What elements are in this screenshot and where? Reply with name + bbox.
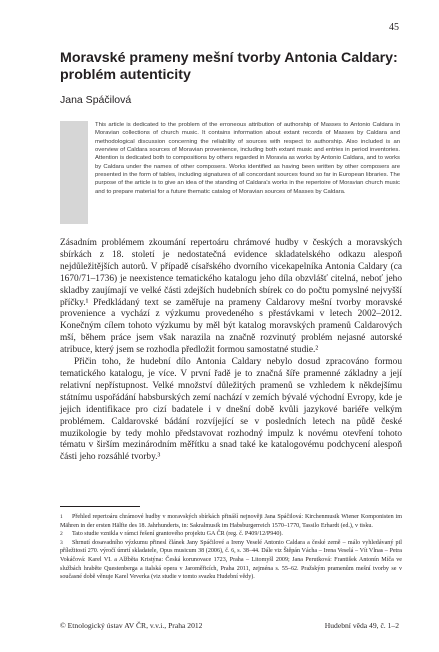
title-line-1: Moravské prameny mešní tvorby Antonia Caldary:	[60, 50, 398, 66]
footnote-divider	[60, 506, 140, 507]
title-line-2: problém autenticity	[60, 66, 191, 83]
abstract-marker-bar	[60, 121, 88, 224]
page-number: 45	[389, 22, 399, 33]
footnote-2	[60, 530, 402, 539]
footnote-text: Shrnutí dosavadního výzkumu přinesl článek Jany Spáčilové a Ireny Veselé Antonio Caldara a české země – málo vyhledávaný pil příležitostí 270. výročí úmrtí skladatele, Opus musicum 38 (2006), č. 6, s. 38–44. Dále viz Štěpán Vácha – Irena Veselá – Vít Vlnas – Petra Vokáčová: Karel VI. a Alžběta Kristýna: Česká korunovace 1723, Praha – Litomyšl 2009; Jana Perutková: František Antonín Míča ve službách hraběte Questenberga a italská opera v Jaroměřicích, Praha 2011, zejména s. 55–62. Pražským pramenům mešní tvorby se v současné době věnuje Karel Veverka (viz studie v tomto svazku Hudební vědy).	[60, 539, 402, 581]
footnote-1	[60, 513, 402, 530]
footnote-text: Tato studie vznikla v rámci řešení grantového projektu GA ČR (reg. č. P409/12/P940).	[72, 531, 283, 538]
article-title	[60, 50, 400, 83]
footnote-number: 2	[60, 531, 63, 538]
author-name: Jana Spáčilová	[60, 94, 132, 106]
abstract: This article is dedicated to the problem of the erroneous attribution of authorship of Masses to Antonio Caldara in Moravian collections of church music. It contains information about extant records of Masses by Caldara and methodological discussion concerning the reliability of sources with respect to authorship. Also included is an overview of Caldara sources of Moravian provenience, including both extant music and entries in period inventories. Attention is dedicated both to compositions by others regarded in Moravia as works by Antonio Caldara, and to works by Caldara under the names of other composers. Works identified as having been written by other composers are presented in the form of tables, including signatures of all concordant sources found so far in European libraries. The purpose of the article is to give an idea of the standing of Caldara's works in the repertoire of Moravian church music and to prepare material for a future thematic catalog of Moravian sources of Masses by Caldara.	[95, 122, 400, 195]
footnotes	[60, 513, 402, 582]
copyright-footer: © Etnologický ústav AV ČR, v.v.i., Praha 2012	[60, 621, 203, 630]
footnote-number: 3	[60, 539, 63, 546]
footnote-3	[60, 539, 402, 582]
body-paragraph-1: Zásadním problémem zkoumání repertoáru chrámové hudby v českých a moravských sbírkách z 18. století je nedostatečná evidence skladatelského odkazu alespoň nejdůležitějších autorů. V případě císařského dvorního vicekapelníka Antonia Caldary (ca 1670/71–1736) je neexistence tematického katalogu jeho díla obzvlášť citelná, neboť jeho skladby zaujímají ve velké části zdejších hudebních sbírek co do počtu pomyslné nejvyšší příčky.¹ Předkládaný text se zaměřuje na prameny Caldarovy mešní tvorby moravské provenience a vychází z výzkumu provedeného s přestávkami v letech 2002–2012. Konečným cílem tohoto výzkumu by měl být katalog moravských pramenů Caldarových mší, během práce jsem však narazila na značně rozvinutý problém nejasné autorské atribuce, který jsem se rozhodla předložit formou samostatné studie.²	[60, 238, 402, 356]
body-paragraph-2: Přičin toho, že hudební dílo Antonia Caldary nebylo dosud zpracováno formou tematického katalogu, je více. V první řadě je to značná šíře pramenné základny a její relativní nepřístupnost. Velké množství důležitých pramenů se vzhledem k někdejšímu státnímu uspořádání habsburských zemí nachází v zemích bývalé východní Evropy, kde je jejich identifikace pro cizí badatele i v dnešní době kvůli jazykové bariéře velkým problémem. Caldarovské bádání rozvíjející se v posledních letech na půdě české muzikologie by tedy mohlo představovat rozhodný impulz k novému otevření tohoto tématu v širším mezinárodním měřítku a snad také ke katalogovému podchycení alespoň části jeho rozsáhlé tvorby.³	[60, 357, 402, 463]
body-text	[60, 238, 402, 464]
journal-footer: Hudební věda 49, č. 1–2	[324, 621, 399, 630]
footnote-text: Přehled repertoáru chrámové hudby v moravských sbírkách přináší nejnověji Jana Spáčilová: Kirchenmusik Wiener Komponisten im Mähren in der ersten Hälfte des 18. Jahrhunderts, in: Sakralmusik im Habsburgerreich 1570–1770, Tassilo Erhardt (ed.), v tisku.	[60, 514, 402, 529]
footnote-number: 1	[60, 514, 63, 520]
